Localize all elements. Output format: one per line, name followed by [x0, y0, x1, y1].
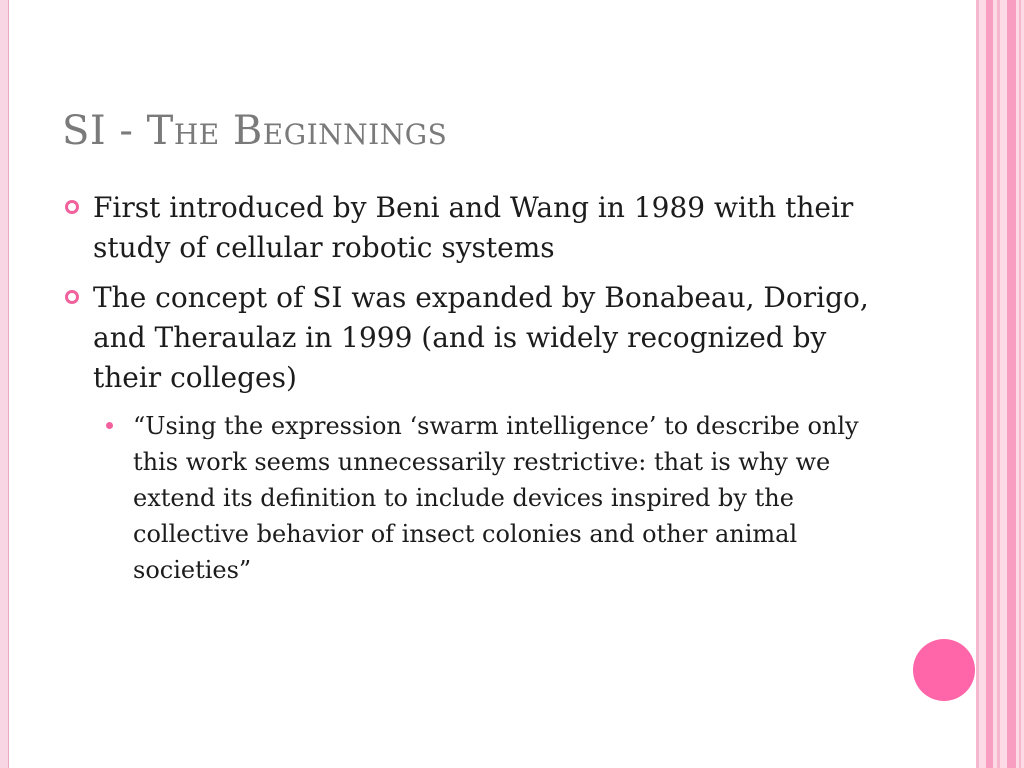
sub-bullet-text: “Using the expression ‘swarm intelligence’ to describe only this work seems unnecessarily restrictive: that is why we extend its definition to include devices inspired by the collective behavior of insect colonies and other animal societies” [133, 412, 859, 584]
decorative-dot [913, 639, 975, 701]
slide-content [62, 188, 892, 588]
bullet-text: First introduced by Beni and Wang in 1989 with their study of cellular robotic systems [93, 191, 854, 264]
stripe [1019, 0, 1021, 768]
left-border-decoration [0, 0, 8, 768]
bullet-text: The concept of SI was expanded by Bonabeau, Dorigo, and Theraulaz in 1999 (and is widely recognized by their colleges) [93, 281, 869, 394]
ring-bullet-icon [65, 200, 79, 214]
stripe [997, 0, 1000, 768]
sub-bullet-item [133, 408, 893, 588]
bullet-item [62, 188, 892, 268]
ring-bullet-icon [65, 290, 79, 304]
right-stripe-decoration [976, 0, 1024, 768]
slide-title: SI - The Beginnings [62, 108, 448, 154]
stripe [976, 0, 979, 768]
stripe [986, 0, 993, 768]
bullet-item [62, 278, 892, 398]
stripe [1007, 0, 1016, 768]
dot-bullet-icon [106, 422, 113, 429]
